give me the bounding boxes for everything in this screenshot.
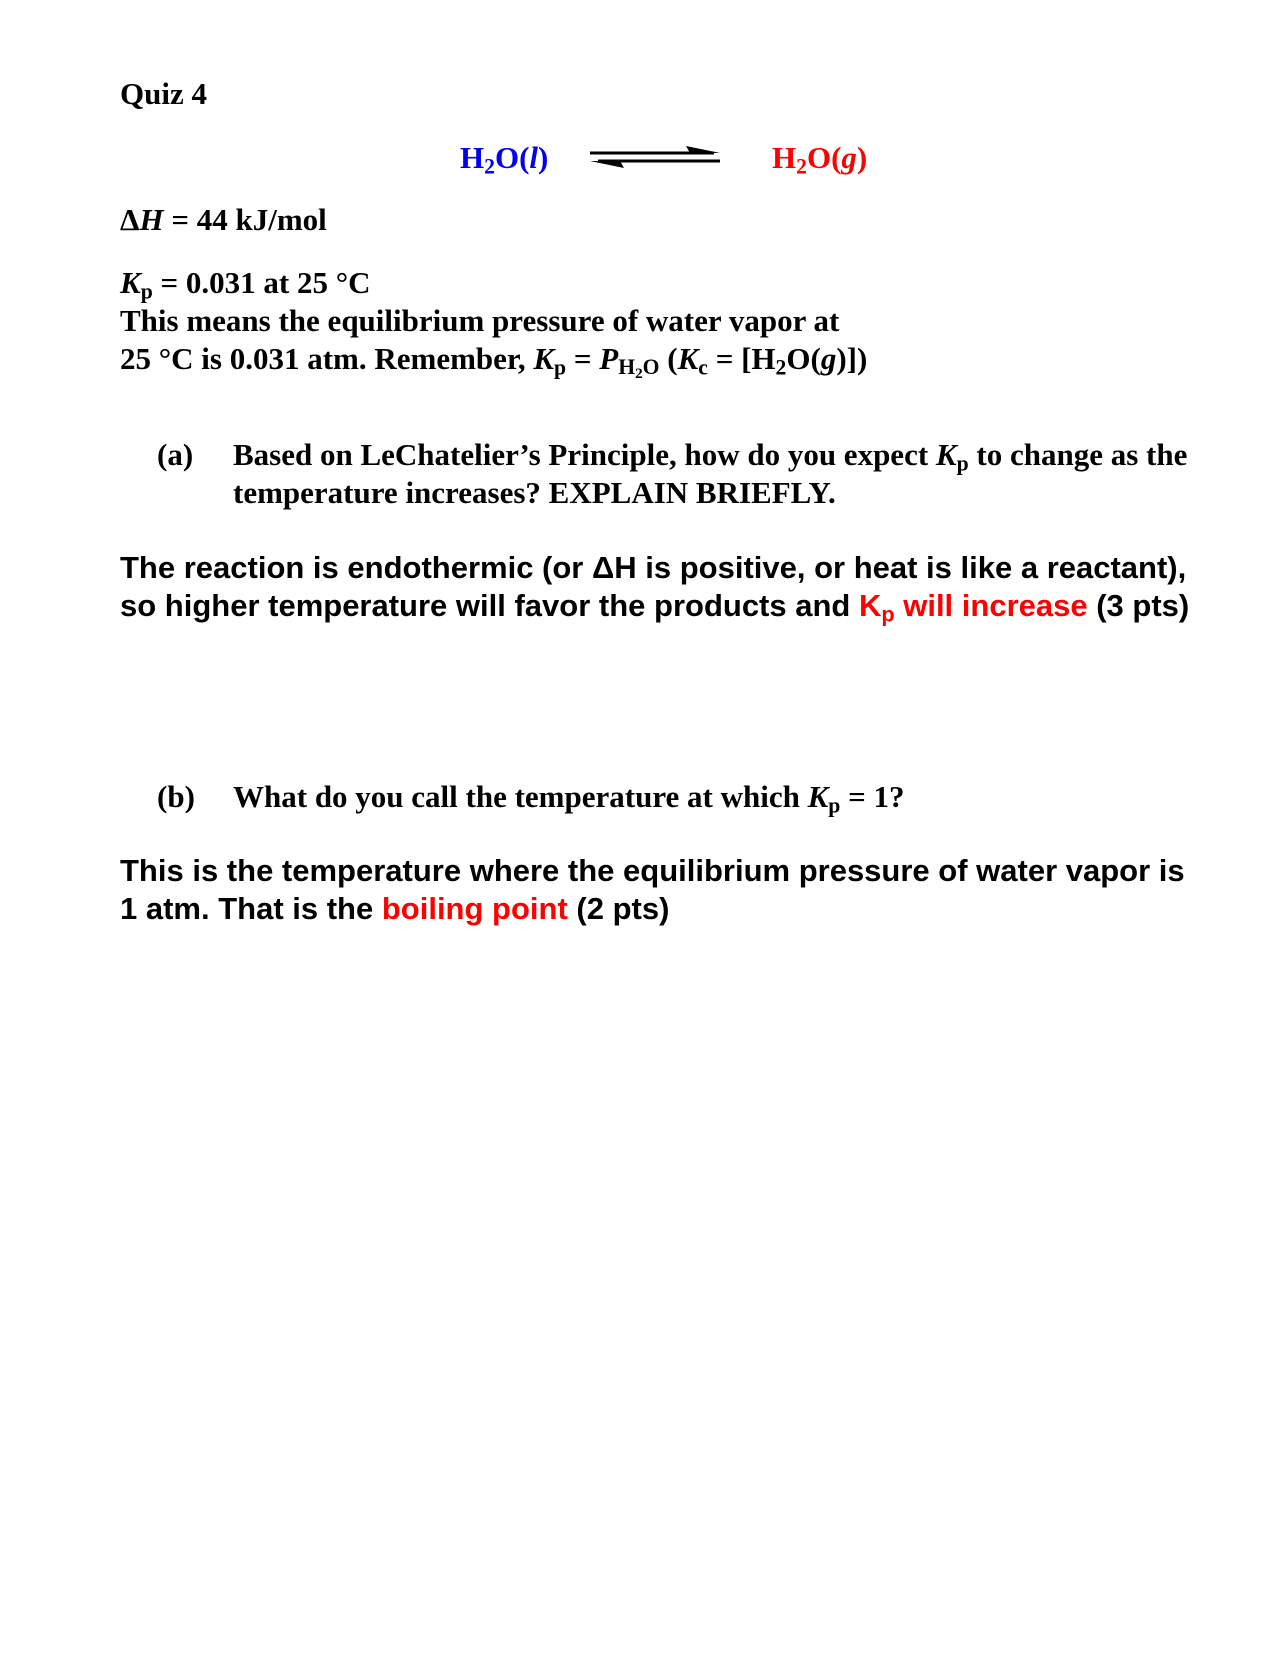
question-a-text: Based on LeChatelier’s Principle, how do you expect $K_p$ to change as the temperature increases? EXPLAIN BRIEFLY.	[233, 437, 1188, 510]
kp-value-line: $K_p = 0.031$ at 25 °C	[120, 265, 371, 304]
answer-a: The reaction is endothermic (or ΔH is positive, or heat is like a reactant), so higher temperature will favor the products and $K_p$ will increase (3 pts)	[120, 550, 1190, 627]
equilibrium-arrows-icon	[590, 144, 720, 170]
answer-a-highlight: $K_p$ will increase	[858, 588, 1088, 627]
quiz-title: Quiz 4	[120, 76, 207, 111]
answer-b-highlight: boiling point	[381, 891, 568, 926]
question-b-text: What do you call the temperature at which $K_p = 1$?	[233, 779, 905, 818]
question-b-label: (b)	[157, 779, 195, 814]
delta-h-line: ΔH = 44 kJ/mol	[120, 202, 327, 237]
kp-info-block	[120, 264, 868, 383]
kp-remember-line: 25 °C is 0.031 atm. Remember, $K_p = P_{H_2O}$ $(K_c = [H_2O(g)])$	[120, 341, 868, 383]
answer-b: This is the temperature where the equilibrium pressure of water vapor is 1 atm. That is the boiling point (2 pts)	[120, 853, 1185, 926]
question-a-label: (a)	[157, 437, 194, 472]
equation-reactant: $H_2O(l)$	[460, 140, 549, 179]
kp-explanation-line: This means the equilibrium pressure of water vapor at	[120, 303, 840, 338]
equation-product: $H_2O(g)$	[772, 140, 868, 179]
